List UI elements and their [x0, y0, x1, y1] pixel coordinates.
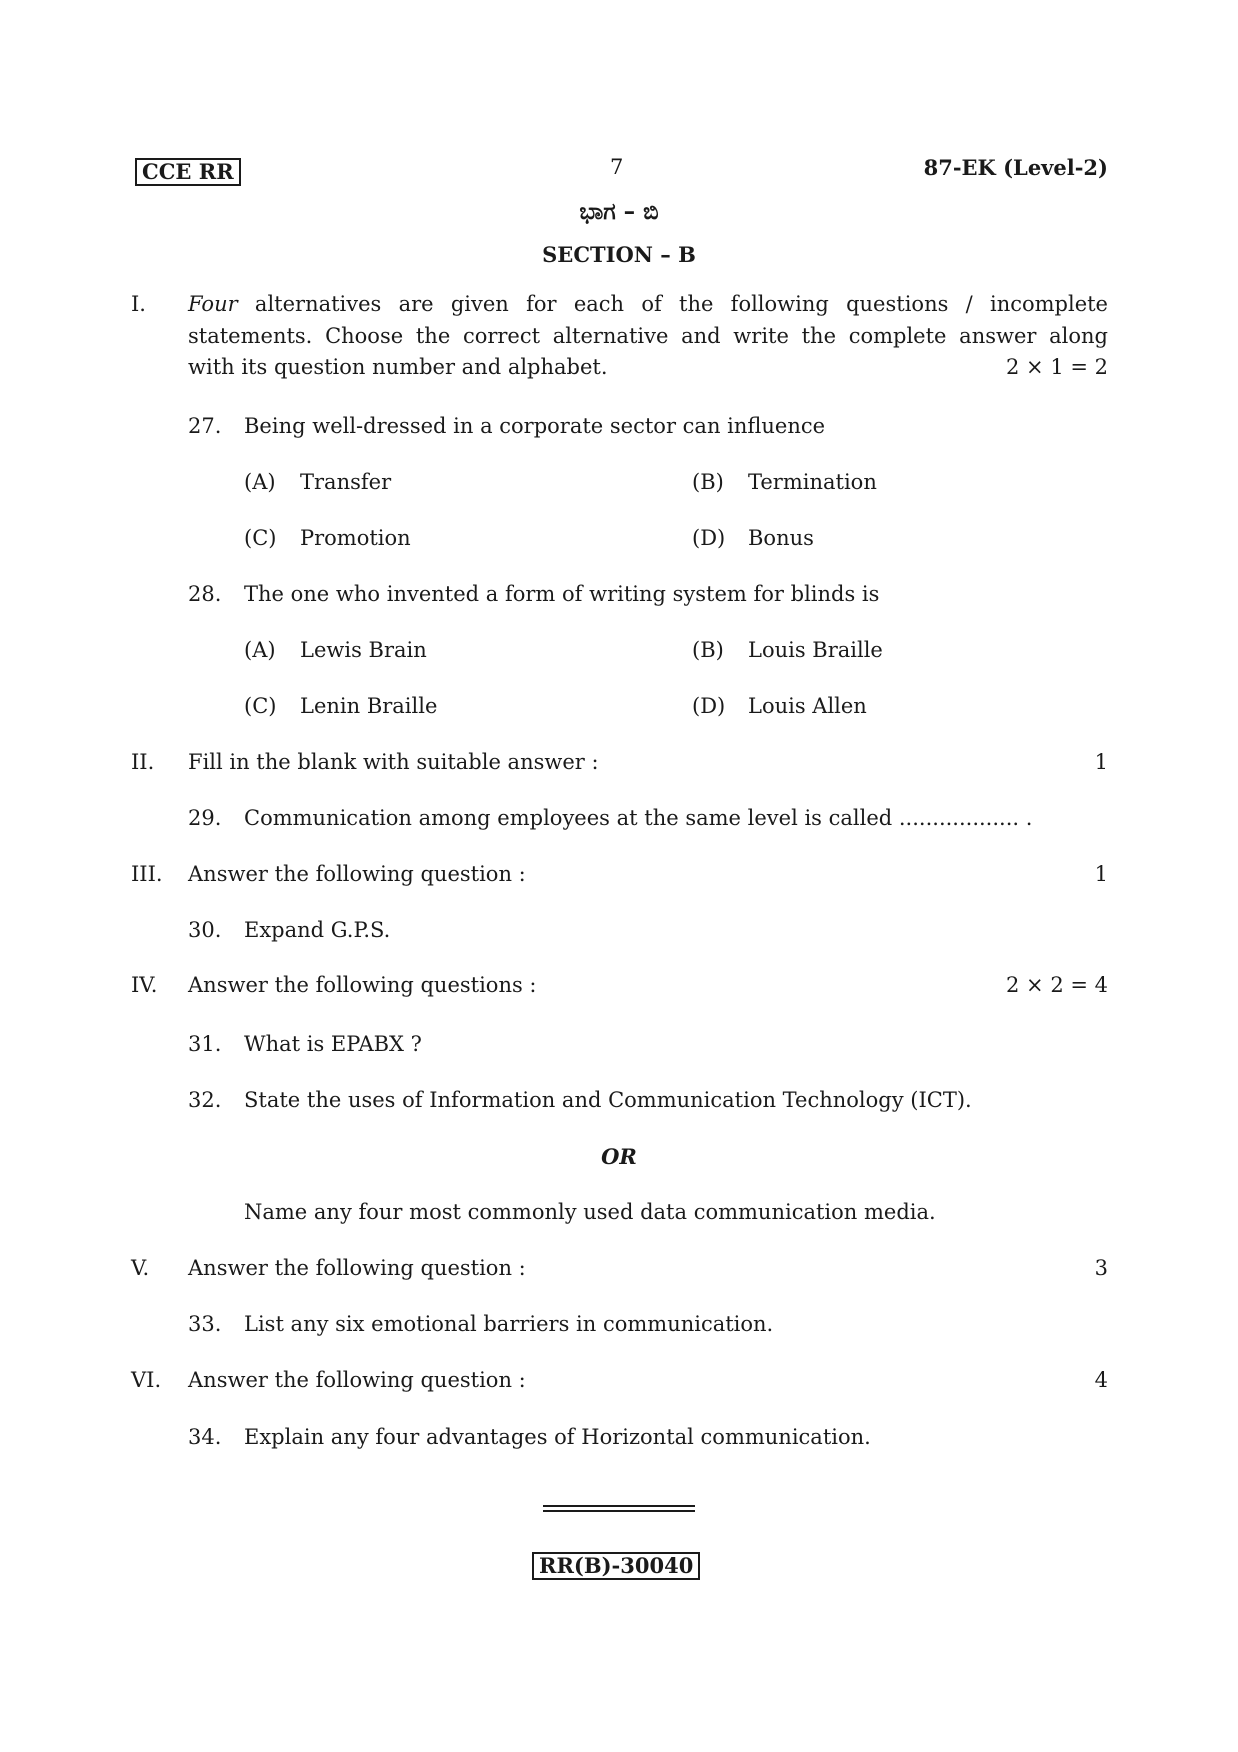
option-label: (D): [692, 694, 726, 718]
part-numeral: II.: [131, 750, 155, 774]
footer-code-box: RR(B)-30040: [532, 1552, 700, 1580]
question-text: Explain any four advantages of Horizontal communication.: [244, 1425, 871, 1449]
part-instruction-line: with its question number and alphabet.: [188, 355, 608, 379]
option-label: (C): [244, 694, 277, 718]
option-text: Transfer: [300, 470, 392, 494]
subject-code: 87-EK (Level-2): [923, 155, 1108, 180]
question-number: 30.: [188, 918, 222, 942]
option-label: (B): [692, 638, 724, 662]
end-double-rule: [543, 1505, 695, 1512]
part-numeral: V.: [131, 1256, 150, 1280]
question-number: 33.: [188, 1312, 222, 1336]
part-instruction: Answer the following question :: [188, 1368, 526, 1392]
part-numeral: IV.: [131, 973, 158, 997]
question-text: Being well-dressed in a corporate sector can influence: [244, 414, 826, 438]
option-label: (A): [244, 638, 276, 662]
option-text: Lenin Braille: [300, 694, 438, 718]
emphasis: Four: [188, 292, 238, 316]
page-number: 7: [610, 155, 624, 179]
paper-code-box: CCE RR: [135, 158, 241, 186]
part-instruction: Answer the following question :: [188, 862, 526, 886]
question-number: 31.: [188, 1032, 222, 1056]
question-text: What is EPABX ?: [244, 1032, 422, 1056]
part-instruction-line: [188, 292, 1108, 316]
option-label: (C): [244, 526, 277, 550]
question-number: 29.: [188, 806, 222, 830]
marks: 1: [1094, 750, 1108, 774]
part-numeral: VI.: [131, 1368, 162, 1392]
option-label: (B): [692, 470, 724, 494]
part-instruction: Answer the following question :: [188, 1256, 526, 1280]
question-text: Communication among employees at the same level is called .................. .: [244, 806, 1033, 830]
part-numeral: I.: [131, 292, 146, 316]
marks: 1: [1094, 862, 1108, 886]
part-instruction: Answer the following questions :: [188, 973, 537, 997]
question-text: List any six emotional barriers in communication.: [244, 1312, 774, 1336]
option-text: Lewis Brain: [300, 638, 427, 662]
option-label: (A): [244, 470, 276, 494]
marks: 4: [1094, 1368, 1108, 1392]
question-number: 32.: [188, 1088, 222, 1112]
marks: 2 × 2 = 4: [1006, 973, 1108, 997]
option-text: Termination: [748, 470, 877, 494]
option-text: Louis Braille: [748, 638, 883, 662]
question-number: 28.: [188, 582, 222, 606]
question-text: State the uses of Information and Communication Technology (ICT).: [244, 1088, 972, 1112]
section-title: SECTION – B: [542, 242, 696, 267]
question-text: The one who invented a form of writing system for blinds is: [244, 582, 880, 606]
marks: 2 × 1 = 2: [1006, 355, 1108, 379]
instruction-text: alternatives are given for each of the following questions / incomplete: [254, 292, 1108, 316]
or-label: OR: [601, 1144, 637, 1169]
part-numeral: III.: [131, 862, 163, 886]
question-text: Expand G.P.S.: [244, 918, 391, 942]
question-text-alternative: Name any four most commonly used data communication media.: [244, 1200, 936, 1224]
marks: 3: [1094, 1256, 1108, 1280]
option-text: Promotion: [300, 526, 411, 550]
option-label: (D): [692, 526, 726, 550]
option-text: Louis Allen: [748, 694, 867, 718]
question-number: 27.: [188, 414, 222, 438]
kannada-section-title: ಭಾಗ – ಬಿ: [579, 198, 659, 225]
part-instruction: Fill in the blank with suitable answer :: [188, 750, 599, 774]
part-instruction-line: statements. Choose the correct alternative and write the complete answer along: [188, 324, 1108, 348]
option-text: Bonus: [748, 526, 814, 550]
question-number: 34.: [188, 1425, 222, 1449]
